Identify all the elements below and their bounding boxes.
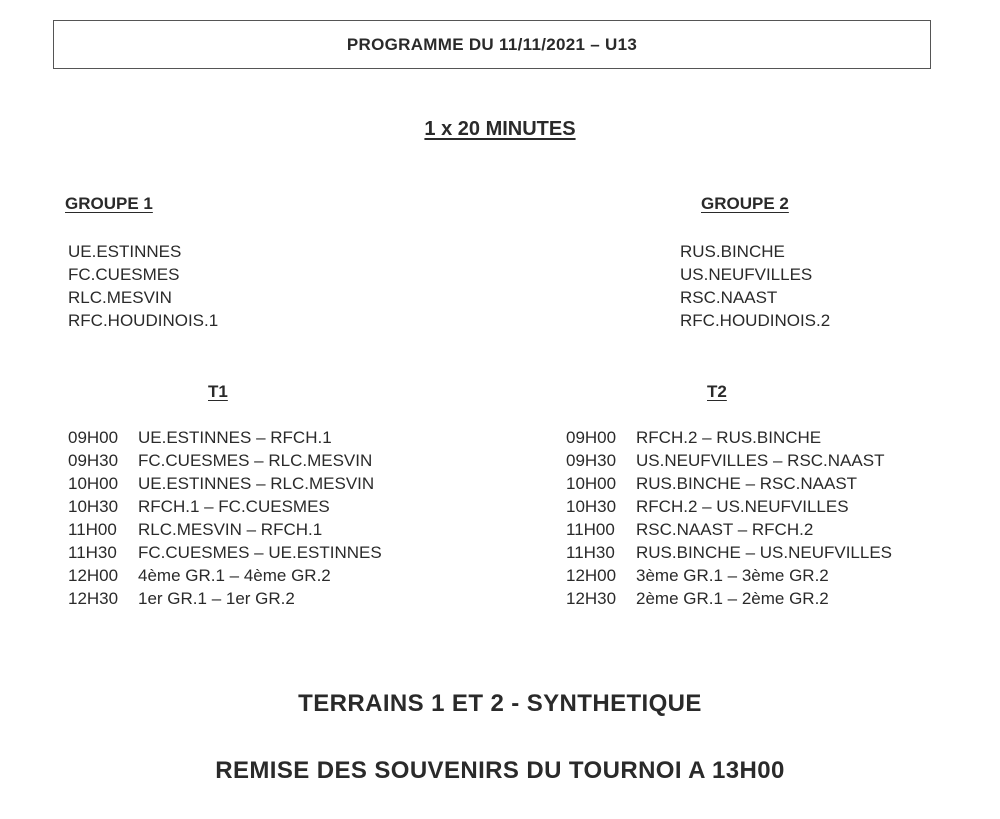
match-row xyxy=(566,495,892,518)
match-teams: 2ème GR.1 – 2ème GR.2 xyxy=(636,589,829,608)
programme-title: PROGRAMME DU 11/11/2021 – U13 xyxy=(346,34,638,54)
match-teams: RFCH.2 – RUS.BINCHE xyxy=(636,428,822,447)
match-row xyxy=(566,472,892,495)
match-duration-text: 1 x 20 MINUTES xyxy=(424,118,576,140)
match-teams: US.NEUFVILLES – RSC.NAAST xyxy=(636,451,885,470)
match-row xyxy=(68,495,382,518)
match-teams: RUS.BINCHE – RSC.NAAST xyxy=(636,474,858,493)
match-teams: 1er GR.1 – 1er GR.2 xyxy=(138,589,295,608)
team-item: UE.ESTINNES xyxy=(68,242,182,261)
team-item: RLC.MESVIN xyxy=(68,288,172,307)
match-time: 11H00 xyxy=(566,520,615,539)
match-time: 12H00 xyxy=(566,566,617,585)
match-teams: RSC.NAAST – RFCH.2 xyxy=(636,520,814,539)
header-box xyxy=(53,20,931,69)
match-teams: 4ème GR.1 – 4ème GR.2 xyxy=(138,566,331,585)
match-teams: RUS.BINCHE – US.NEUFVILLES xyxy=(636,543,893,562)
match-time: 12H30 xyxy=(566,589,617,608)
match-teams: RFCH.2 – US.NEUFVILLES xyxy=(636,497,849,516)
match-row xyxy=(68,518,382,541)
match-time: 10H30 xyxy=(68,497,119,516)
match-row xyxy=(68,564,382,587)
match-teams: 3ème GR.1 – 3ème GR.2 xyxy=(636,566,829,585)
group-1-team-list xyxy=(68,240,218,332)
match-row xyxy=(68,541,382,564)
match-time: 09H30 xyxy=(566,451,617,470)
match-row xyxy=(566,564,892,587)
match-time: 12H30 xyxy=(68,589,119,608)
match-time: 09H00 xyxy=(566,428,617,447)
match-time: 11H00 xyxy=(68,520,117,539)
match-row xyxy=(566,449,892,472)
match-row xyxy=(566,518,892,541)
match-time: 12H00 xyxy=(68,566,119,585)
group-1-title: GROUPE 1 xyxy=(65,194,153,213)
match-time: 09H00 xyxy=(68,428,119,447)
ceremony-note: REMISE DES SOUVENIRS DU TOURNOI A 13H00 xyxy=(215,757,785,784)
team-item: RFC.HOUDINOIS.2 xyxy=(680,311,831,330)
match-teams: FC.CUESMES – UE.ESTINNES xyxy=(138,543,382,562)
match-row xyxy=(566,426,892,449)
match-row xyxy=(566,541,892,564)
match-time: 10H00 xyxy=(566,474,617,493)
match-row xyxy=(68,449,382,472)
terrain-2-title: T2 xyxy=(707,382,727,401)
match-teams: RLC.MESVIN – RFCH.1 xyxy=(138,520,323,539)
group-2-team-list xyxy=(680,240,830,332)
match-duration xyxy=(0,118,1000,141)
terrains-note: TERRAINS 1 ET 2 - SYNTHETIQUE xyxy=(298,690,702,717)
match-row xyxy=(566,587,892,610)
match-teams: UE.ESTINNES – RFCH.1 xyxy=(138,428,332,447)
team-item: FC.CUESMES xyxy=(68,265,180,284)
group-2-title: GROUPE 2 xyxy=(701,194,789,213)
match-teams: RFCH.1 – FC.CUESMES xyxy=(138,497,330,516)
match-time: 11H30 xyxy=(68,543,117,562)
team-item: RUS.BINCHE xyxy=(680,242,785,261)
match-time: 09H30 xyxy=(68,451,119,470)
match-teams: UE.ESTINNES – RLC.MESVIN xyxy=(138,474,375,493)
match-row xyxy=(68,426,382,449)
terrain-2-schedule xyxy=(566,426,892,610)
terrain-1-schedule xyxy=(68,426,382,610)
team-item: RFC.HOUDINOIS.1 xyxy=(68,311,219,330)
match-row xyxy=(68,587,382,610)
match-time: 11H30 xyxy=(566,543,615,562)
match-time: 10H30 xyxy=(566,497,617,516)
team-item: US.NEUFVILLES xyxy=(680,265,813,284)
terrain-1-title: T1 xyxy=(208,382,228,401)
match-teams: FC.CUESMES – RLC.MESVIN xyxy=(138,451,373,470)
team-item: RSC.NAAST xyxy=(680,288,778,307)
match-time: 10H00 xyxy=(68,474,119,493)
match-row xyxy=(68,472,382,495)
